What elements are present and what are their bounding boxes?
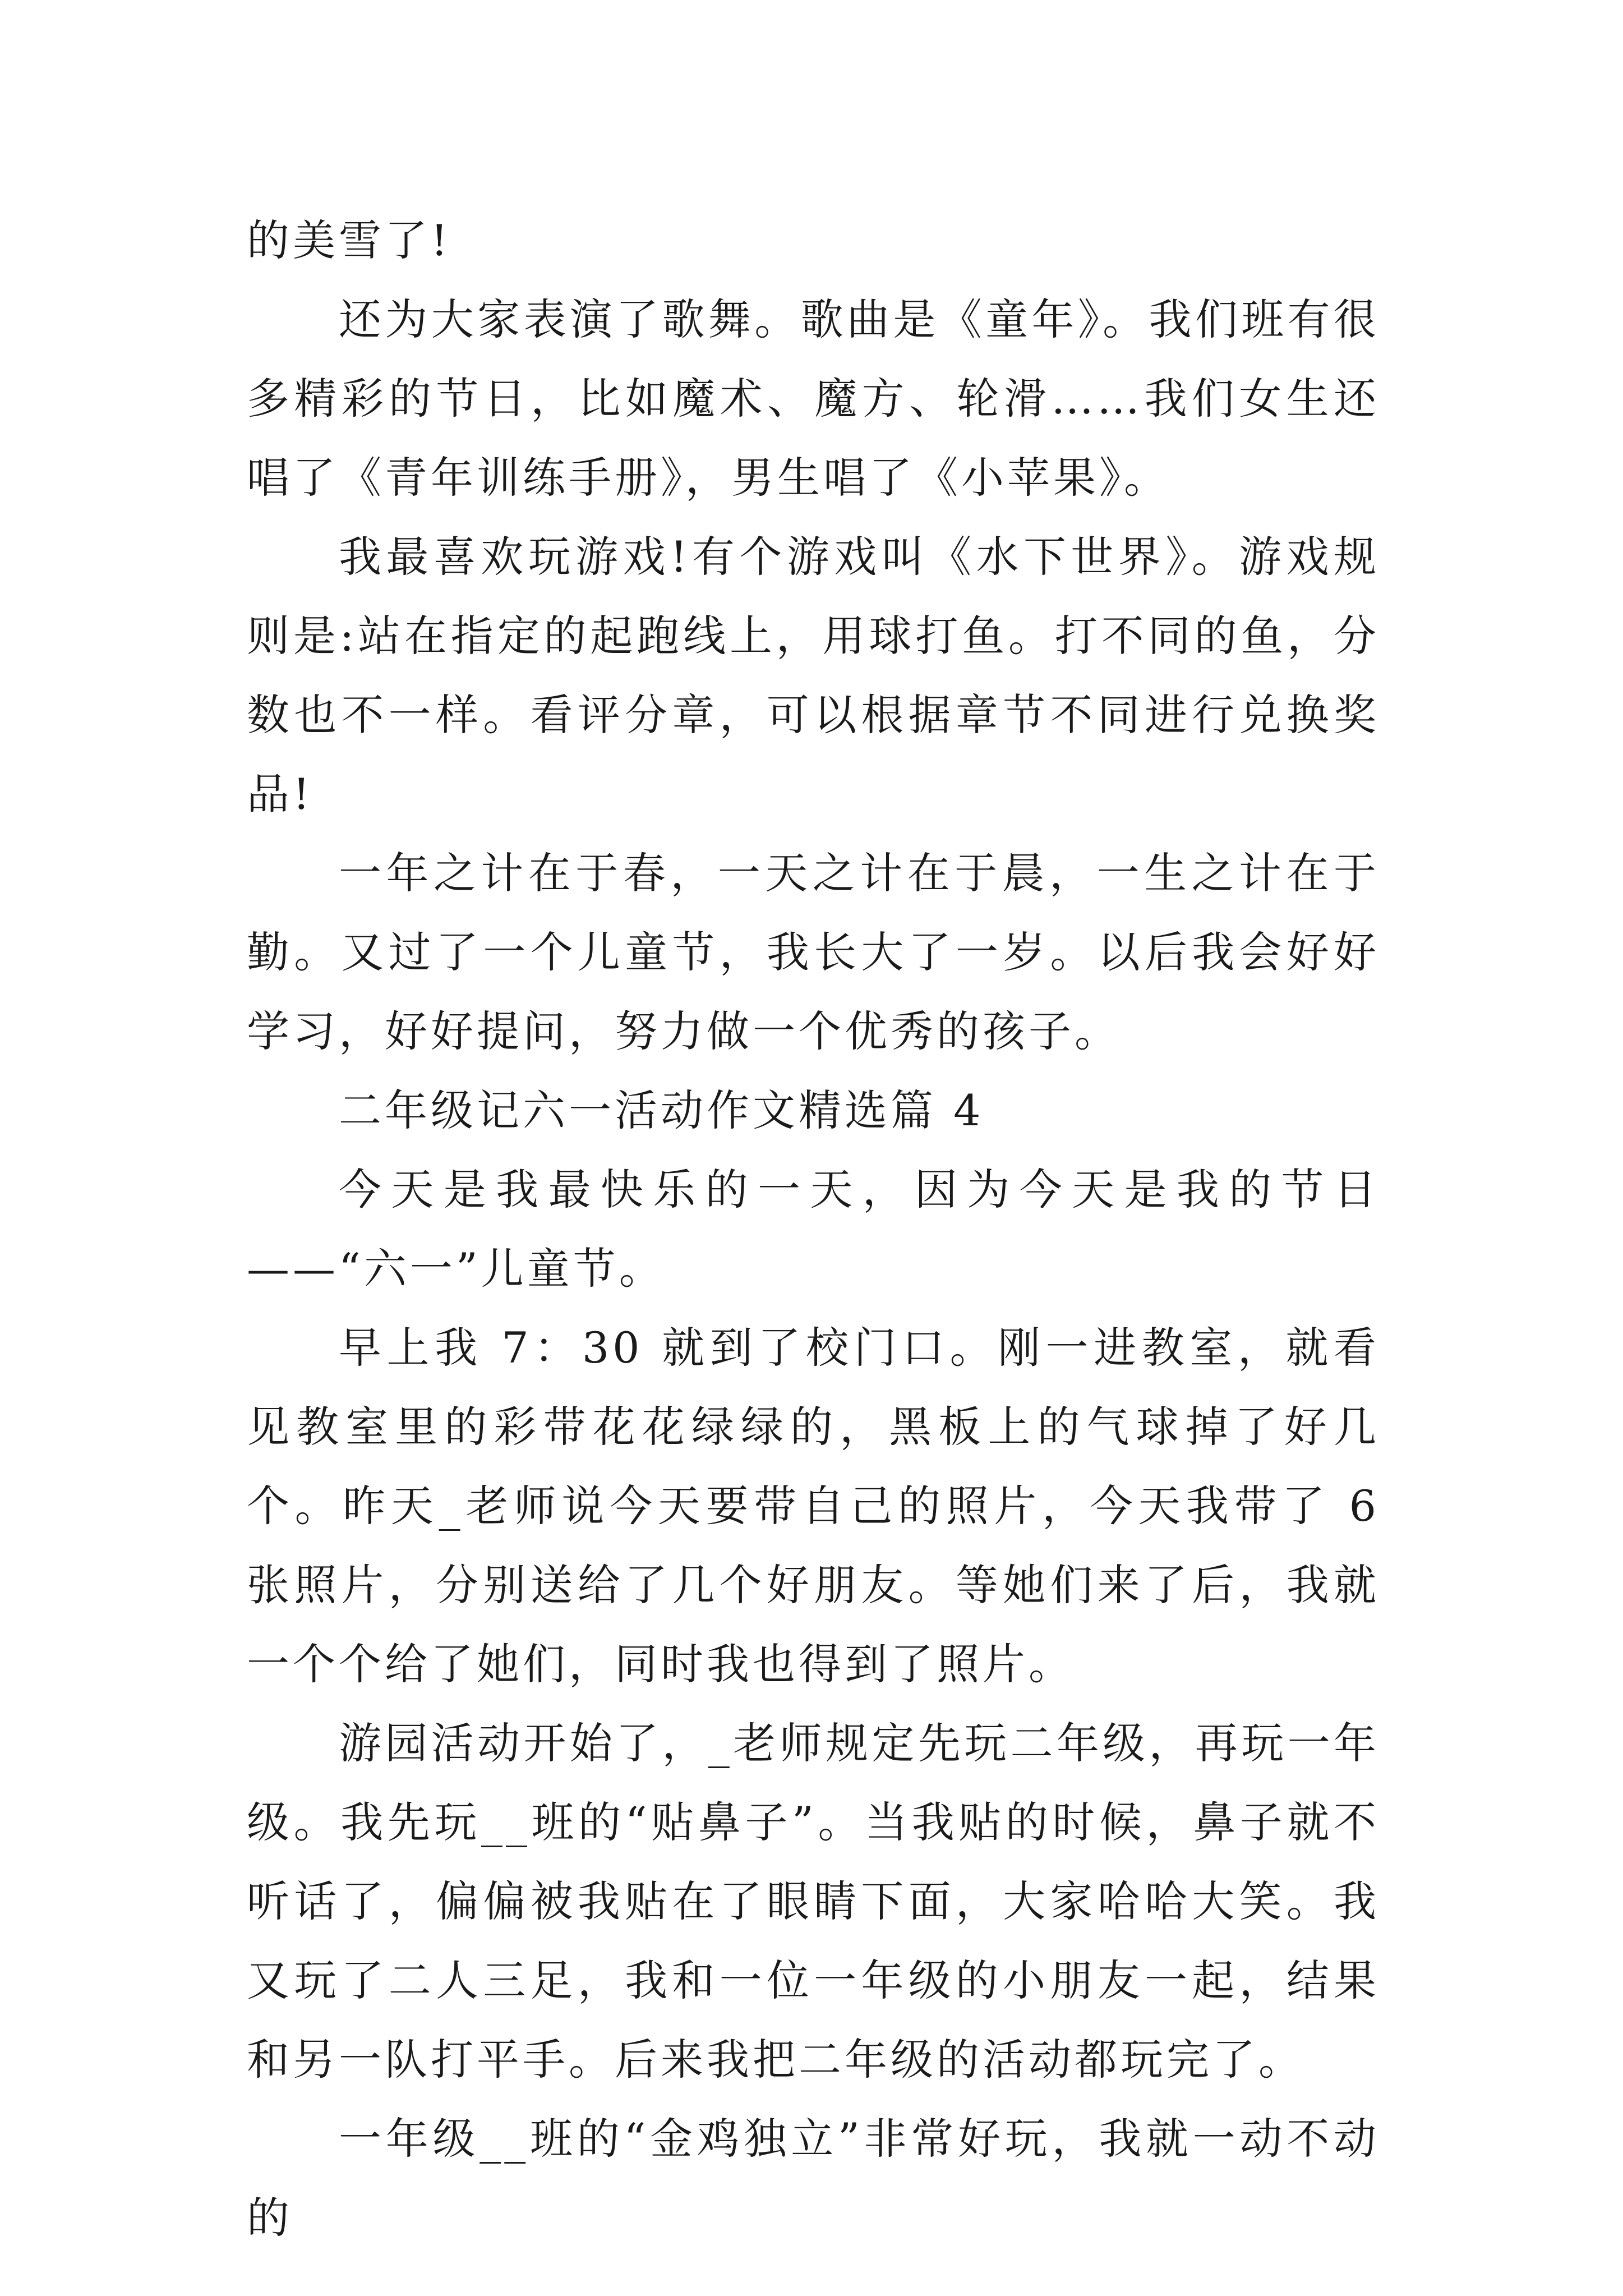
paragraph: 一年之计在于春，一天之计在于晨，一生之计在于勤。又过了一个儿童节，我长大了一岁。以后我会好好学习，好好提问，努力做一个优秀的孩子。 [247, 848, 1380, 1056]
document-body [247, 201, 1380, 2257]
paragraph: 游园活动开始了，_老师规定先玩二年级，再玩一年级。我先玩__班的“贴鼻子”。当我贴的时候，鼻子就不听话了，偏偏被我贴在了眼睛下面，大家哈哈大笑。我又玩了二人三足，我和一位一年级的小朋友一起，结果和另一队打平手。后来我把二年级的活动都玩完了。 [247, 1718, 1380, 2085]
paragraph: 的美雪了! [247, 215, 451, 265]
paragraph: 我最喜欢玩游戏!有个游戏叫《水下世界》。游戏规则是:站在指定的起跑线上，用球打鱼。打不同的鱼，分数也不一样。看评分章，可以根据章节不同进行兑换奖品! [247, 532, 1380, 819]
paragraph: 还为大家表演了歌舞。歌曲是《童年》。我们班有很多精彩的节日，比如魔术、魔方、轮滑……我们女生还唱了《青年训练手册》，男生唱了《小苹果》。 [247, 295, 1380, 503]
section-heading: 二年级记六一活动作文精选篇 4 [339, 1085, 984, 1135]
paragraph: 一年级__班的“金鸡独立”非常好玩，我就一动不动的 [247, 2114, 1380, 2243]
paragraph: 今天是我最快乐的一天，因为今天是我的节日——“六一”儿童节。 [247, 1165, 1380, 1294]
paragraph: 早上我 7：30 就到了校门口。刚一进教室，就看见教室里的彩带花花绿绿的，黑板上的气球掉了好几个。昨天_老师说今天要带自己的照片，今天我带了 6 张照片，分别送给了几个好朋友。等她们来了后，我就一个个给了她们，同时我也得到了照片。 [247, 1323, 1380, 1689]
